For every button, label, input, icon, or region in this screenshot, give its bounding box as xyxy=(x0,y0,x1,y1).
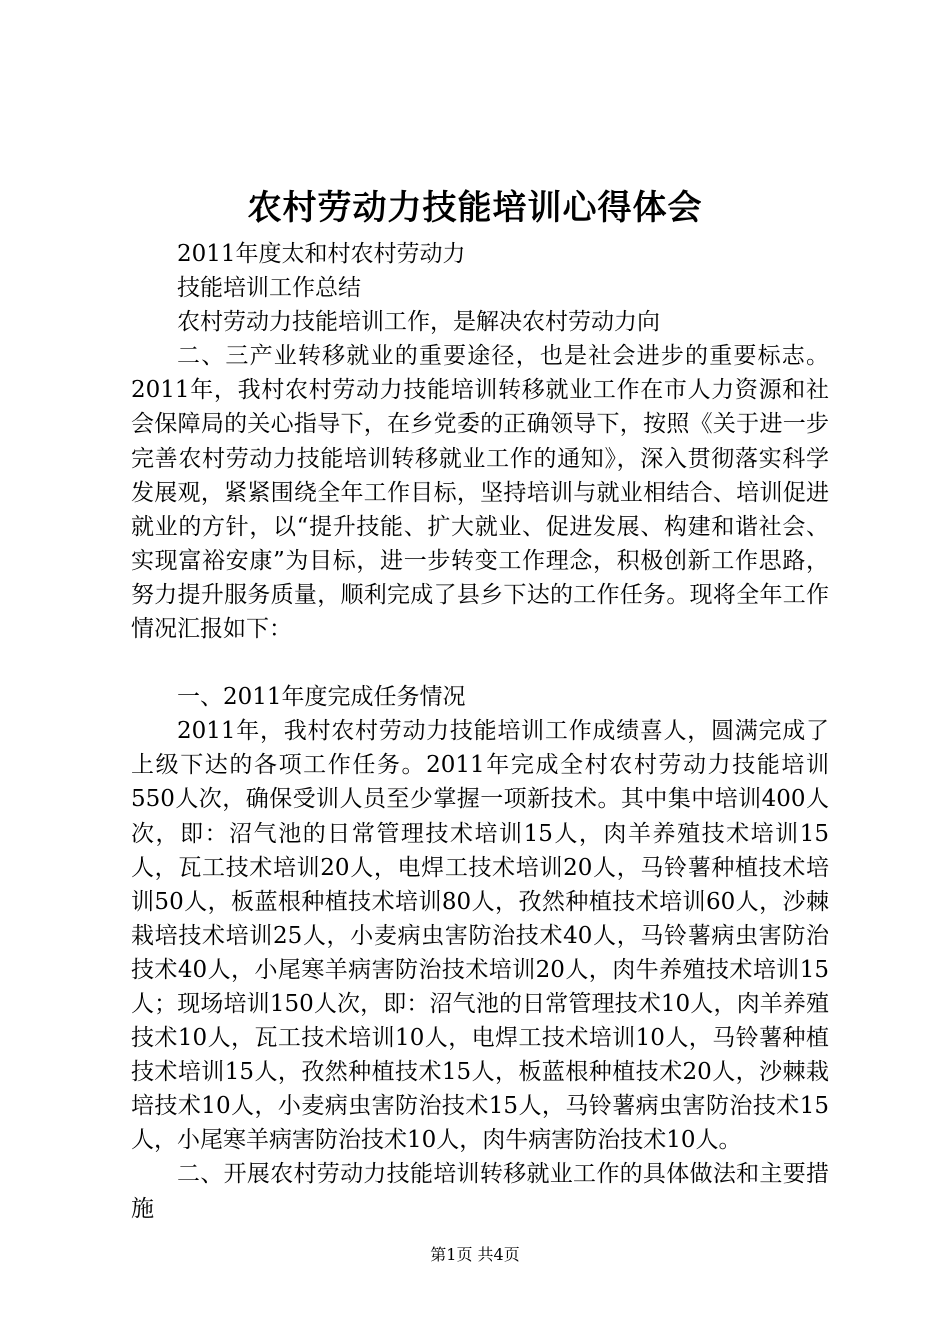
page-footer: 第1页 共4页 xyxy=(430,1245,520,1264)
document-title: 农村劳动力技能培训心得体会 xyxy=(247,188,703,228)
paragraph-subtitle-line-1: 2011年度太和村农村劳动力 xyxy=(177,241,466,267)
paragraph-overview: 二、三产业转移就业的重要途径，也是社会进步的重要标志。2011年，我村农村劳动力技能培训转移就业工作在市人力资源和社会保障局的关心指导下，在乡党委的正确领导下，按照《关于进一步完善农村劳动力技能培训转移就业工作的通知》，深入贯彻落实科学发展观，紧紧围绕全年工作目标，坚持培训与就业相结合、培训促进就业的方针，以“提升技能、扩大就业、促进发展、构建和谐社会、实现富裕安康”为目标，进一步转变工作理念，积极创新工作思路，努力提升服务质量，顺利完成了县乡下达的工作任务。现将全年工作情况汇报如下： xyxy=(131,343,829,643)
paragraph-intro: 农村劳动力技能培训工作，是解决农村劳动力向 xyxy=(177,309,660,336)
document-body xyxy=(131,237,829,1226)
section-heading-1: 一、2011年度完成任务情况 xyxy=(177,684,466,711)
paragraph-subtitle-line-2: 技能培训工作总结 xyxy=(177,275,361,302)
paragraph-task-completion: 2011年，我村农村劳动力技能培训工作成绩喜人，圆满完成了上级下达的各项工作任务。2011年完成全村农村劳动力技能培训550人次，确保受训人员至少掌握一项新技术。其中集中培训400人次，即：沼气池的日常管理技术培训15人，肉羊养殖技术培训15人，瓦工技术培训20人，电焊工技术培训20人，马铃薯种植技术培训50人，板蓝根种植技术培训80人，孜然种植技术培训60人，沙棘栽培技术培训25人，小麦病虫害防治技术40人，马铃薯病虫害防治技术40人，小尾寒羊病害防治技术培训20人，肉牛养殖技术培训15人；现场培训150人次，即：沼气池的日常管理技术10人，肉羊养殖技术10人，瓦工技术培训10人，电焊工技术培训10人，马铃薯种植技术培训15人，孜然种植技术15人，板蓝根种植技术20人，沙棘栽培技术10人，小麦病虫害防治技术15人，马铃薯病虫害防治技术15人，小尾寒羊病害防治技术10人，肉牛病害防治技术10人。 xyxy=(131,718,829,1154)
section-heading-2: 二、开展农村劳动力技能培训转移就业工作的具体做法和主要措施 xyxy=(131,1161,829,1222)
